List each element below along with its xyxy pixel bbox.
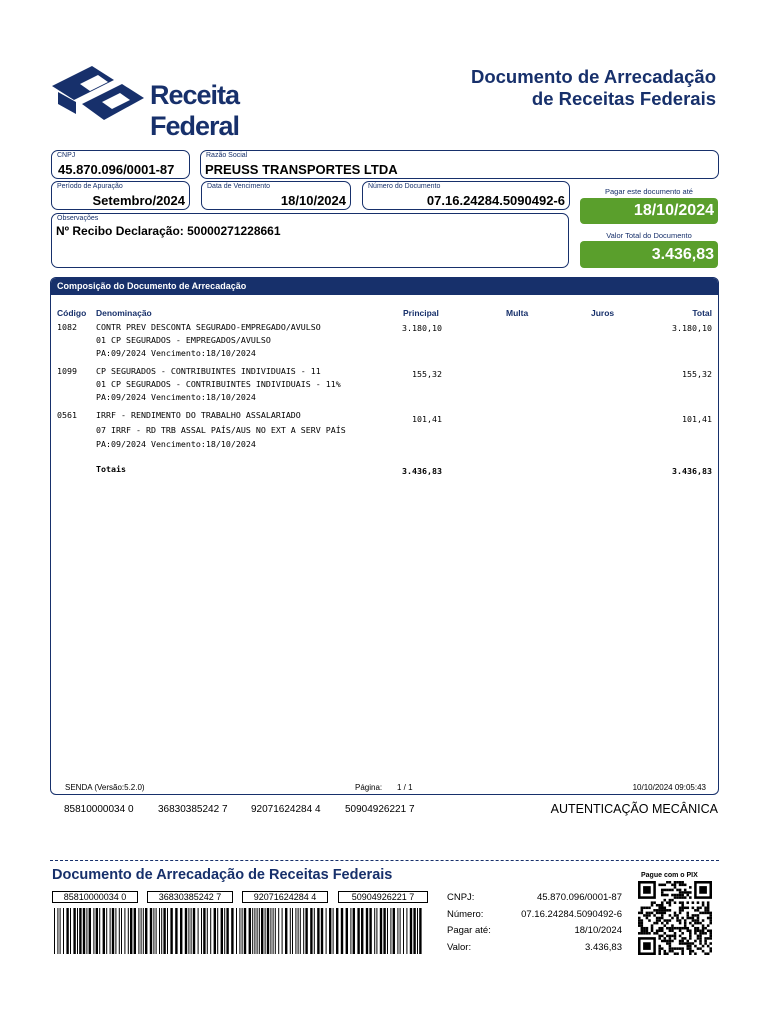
razao-social-field xyxy=(200,150,719,179)
codebox-2: 36830385242 7 xyxy=(147,891,233,903)
header-codigo: Código xyxy=(57,308,87,318)
cnpj-label: CNPJ xyxy=(57,152,76,159)
valor-total-value: 3.436,83 xyxy=(580,241,718,268)
row-denominacao-line1: CONTR PREV DESCONTA SEGURADO-EMPREGADO/AVULSO xyxy=(96,322,321,332)
senda-version: SENDA (Versão:5.2.0) xyxy=(65,783,145,792)
periodo-field xyxy=(51,181,190,210)
vencimento-value: 18/10/2024 xyxy=(280,193,346,208)
row-codigo: 0561 xyxy=(57,410,77,420)
numero-documento-value: 07.16.24284.5090492-6 xyxy=(426,193,565,208)
vencimento-field xyxy=(201,181,351,210)
totais-principal: 3.436,83 xyxy=(402,466,442,476)
totais-label: Totais xyxy=(96,464,126,474)
pix-label: Pague com o PIX xyxy=(641,872,698,879)
receita-federal-emblem-icon xyxy=(52,64,148,128)
row-principal: 101,41 xyxy=(412,414,442,424)
cnpj-field xyxy=(51,150,190,179)
vencimento-label: Data de Vencimento xyxy=(207,183,271,190)
pagar-ate-label: Pagar este documento até xyxy=(605,187,693,196)
row-denominacao-line3: PA:09/2024 Vencimento:18/10/2024 xyxy=(96,348,256,358)
header-multa: Multa xyxy=(506,308,529,318)
header-principal: Principal xyxy=(403,308,439,318)
barcode xyxy=(52,908,428,954)
row-total: 3.180,10 xyxy=(672,323,712,333)
razao-social-label: Razão Social xyxy=(206,152,248,159)
row-principal: 155,32 xyxy=(412,369,442,379)
info-valor-label: Valor: xyxy=(447,942,472,953)
valor-total-label: Valor Total do Documento xyxy=(606,231,692,240)
header-total: Total xyxy=(692,308,712,318)
logo-text: Receita Federal xyxy=(150,80,240,141)
composicao-table xyxy=(50,277,719,795)
bottom-title: Documento de Arrecadação de Receitas Federais xyxy=(52,867,393,883)
info-pagar-label: Pagar até: xyxy=(447,925,491,936)
row-denominacao-line2: 01 CP SEGURADOS - EMPREGADOS/AVULSO xyxy=(96,335,271,345)
row-codigo: 1082 xyxy=(57,322,77,332)
codebox-3: 92071624284 4 xyxy=(242,891,328,903)
row-principal: 3.180,10 xyxy=(402,323,442,333)
pix-qr-code[interactable] xyxy=(638,881,712,955)
periodo-label: Período de Apuração xyxy=(57,183,123,190)
document-title-line1: Documento de Arrecadação xyxy=(470,66,716,87)
row-denominacao-line3: PA:09/2024 Vencimento:18/10/2024 xyxy=(96,392,256,402)
row-denominacao-line1: IRRF - RENDIMENTO DO TRABALHO ASSALARIADO xyxy=(96,410,301,420)
row-denominacao-line2: 01 CP SEGURADOS - CONTRIBUINTES INDIVIDUAIS - 11% xyxy=(96,379,341,389)
periodo-value: Setembro/2024 xyxy=(92,193,185,208)
numero-documento-field xyxy=(362,181,570,210)
numero-documento-label: Número do Documento xyxy=(368,183,441,190)
linha-digitavel-1: 85810000034 0 xyxy=(64,804,134,815)
row-total: 101,41 xyxy=(682,414,712,424)
pagina-value: 1 / 1 xyxy=(397,783,413,792)
receita-federal-logo xyxy=(52,64,332,141)
emission-timestamp: 10/10/2024 09:05:43 xyxy=(632,783,706,792)
observacoes-field xyxy=(51,213,569,268)
row-denominacao-line2: 07 IRRF - RD TRB ASSAL PAÍS/AUS NO EXT A SERV PAÍS xyxy=(96,425,346,435)
info-numero-label: Número: xyxy=(447,909,484,920)
row-total: 155,32 xyxy=(682,369,712,379)
document-title xyxy=(471,66,716,110)
row-codigo: 1099 xyxy=(57,366,77,376)
razao-social-value: PREUSS TRANSPORTES LTDA xyxy=(205,162,398,177)
cnpj-value: 45.870.096/0001-87 xyxy=(58,162,175,177)
linha-digitavel-3: 92071624284 4 xyxy=(251,804,321,815)
codebox-1: 85810000034 0 xyxy=(52,891,138,903)
row-denominacao-line1: CP SEGURADOS - CONTRIBUINTES INDIVIDUAIS - 11 xyxy=(96,366,321,376)
linha-digitavel-4: 50904926221 7 xyxy=(345,804,415,815)
info-cnpj-label: CNPJ: xyxy=(447,892,475,903)
autenticacao-mecanica: AUTENTICAÇÃO MECÂNICA xyxy=(550,802,718,816)
info-pagar-value: 18/10/2024 xyxy=(574,925,622,936)
pagar-ate-value: 18/10/2024 xyxy=(580,198,718,224)
row-denominacao-line3: PA:09/2024 Vencimento:18/10/2024 xyxy=(96,439,256,449)
header-denominacao: Denominação xyxy=(96,308,152,318)
observacoes-label: Observações xyxy=(57,215,99,222)
info-numero-value: 07.16.24284.5090492-6 xyxy=(521,909,622,920)
cut-line xyxy=(50,860,719,861)
observacoes-value: Nº Recibo Declaração: 50000271228661 xyxy=(56,224,281,238)
info-valor-value: 3.436,83 xyxy=(585,942,622,953)
info-cnpj-value: 45.870.096/0001-87 xyxy=(536,892,622,903)
codebox-4: 50904926221 7 xyxy=(338,891,428,903)
composicao-title: Composição do Documento de Arrecadação xyxy=(51,278,718,295)
linha-digitavel-2: 36830385242 7 xyxy=(158,804,228,815)
totais-total: 3.436,83 xyxy=(672,466,712,476)
header-juros: Juros xyxy=(591,308,615,318)
document-title-line2: de Receitas Federais xyxy=(531,88,716,109)
pagina-label: Página: xyxy=(355,783,383,792)
